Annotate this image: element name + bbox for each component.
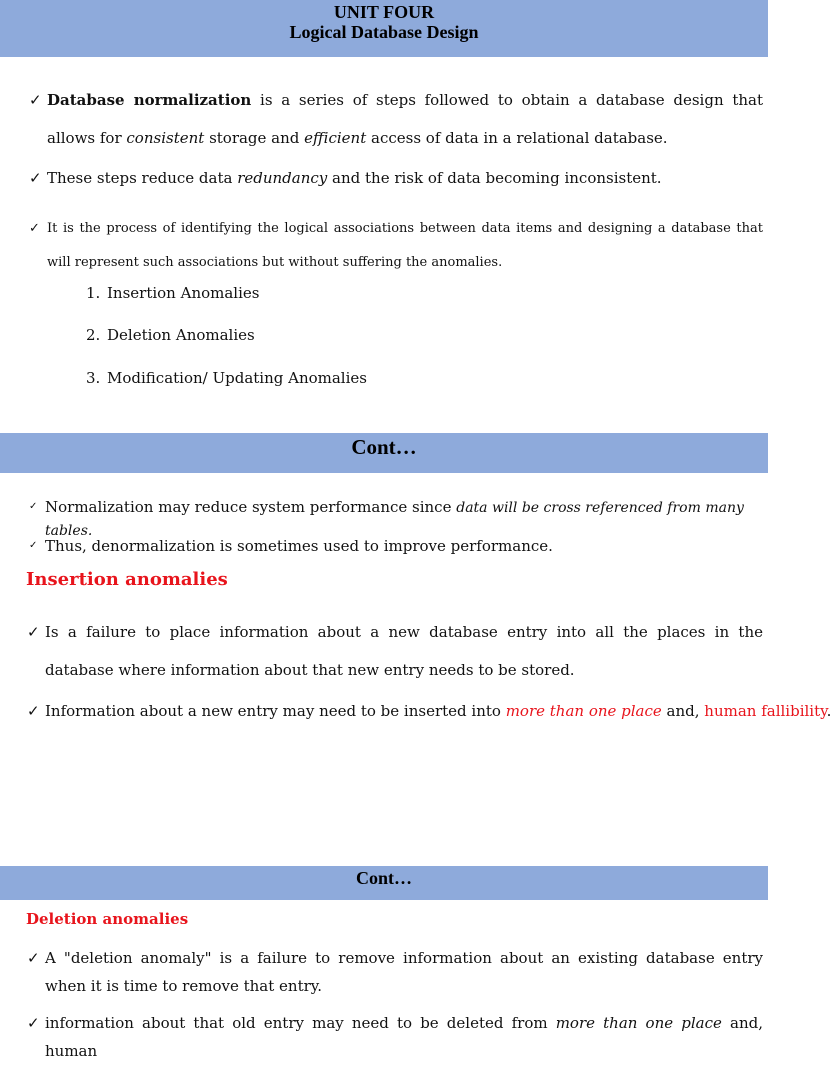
list-item: 1. Insertion Anomalies	[86, 284, 260, 302]
highlight-more-than-one-place: more than one place	[505, 702, 662, 720]
slide1-title-line1: UNIT FOUR	[333, 2, 435, 22]
slide3-title-band	[0, 866, 768, 900]
slide3-bullet-1: ✓ A "deletion anomaly" is a failure to remove information about an existing database entry when it is time to remove that entry.	[27, 944, 763, 1000]
check-icon: ✓	[27, 702, 40, 720]
check-icon: ✓	[27, 949, 40, 967]
list-item: 2. Deletion Anomalies	[86, 326, 255, 344]
slide2-bullet-2: ✓ Thus, denormalization is sometimes used to improve performance.	[29, 537, 553, 555]
check-icon: ✓	[29, 221, 40, 236]
slide2-bullet-3: ✓ Is a failure to place information about a new database entry into all the places in the database where information about that new entry needs to be stored.	[27, 613, 763, 689]
deletion-anomalies-heading: Deletion anomalies	[26, 910, 189, 928]
highlight-human-fallibility: human fallibility	[704, 702, 827, 720]
slide1-title-line2: Logical Database Design	[289, 22, 479, 42]
slide2-title: Cont…	[351, 435, 417, 459]
slide2-title-band	[0, 433, 768, 473]
check-icon: ✓	[29, 91, 42, 109]
check-icon: ✓	[27, 1014, 40, 1032]
slide3-title: Cont…	[355, 868, 412, 888]
slide1-bullet-2: ✓ These steps reduce data redundancy and the risk of data becoming inconsistent.	[29, 166, 763, 190]
check-icon: ✓	[29, 501, 38, 512]
check-icon: ✓	[27, 623, 40, 641]
list-item: 3. Modification/ Updating Anomalies	[86, 369, 367, 387]
bullet-bold-term: Database normalization	[47, 91, 252, 109]
slide3-bullet-2: ✓ information about that old entry may need to be deleted from more than one place and, human	[27, 1009, 763, 1065]
slide1-title-band	[0, 0, 768, 57]
slide2-bullet-4: ✓ Information about a new entry may need to be inserted into more than one place and, human fallibility.	[27, 699, 767, 723]
slide2-bullet-1: ✓ Normalization may reduce system performance since data will be cross referenced from many tables.	[29, 498, 744, 539]
slide1-bullet-3: ✓ It is the process of identifying the logical associations between data items and designing a database that will represent such associations but without suffering the anomalies.	[29, 212, 763, 280]
check-icon: ✓	[29, 540, 38, 551]
slide1-bullet-1: ✓ Database normalization is a series of steps followed to obtain a database design that allows for consistent storage and efficient access of data in a relational database.	[29, 81, 763, 157]
insertion-anomalies-heading: Insertion anomalies	[26, 569, 228, 590]
check-icon: ✓	[29, 169, 42, 187]
